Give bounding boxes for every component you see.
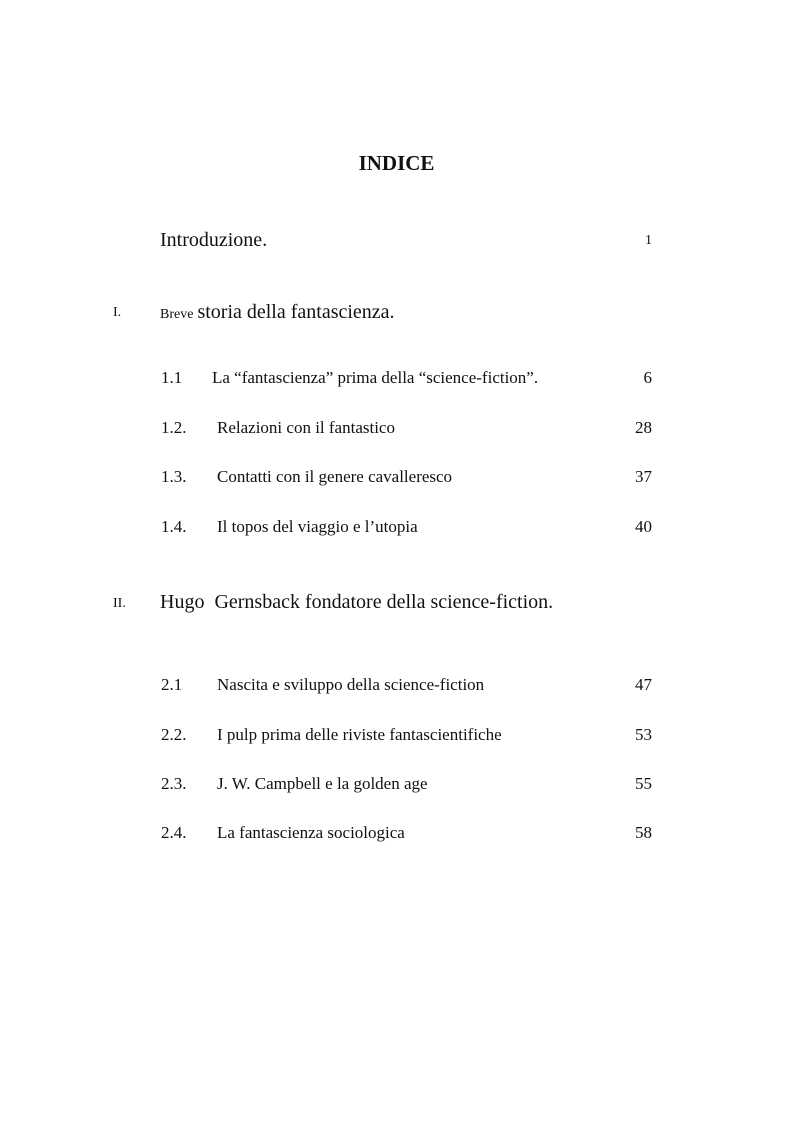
section-num: 1.2. <box>161 418 187 437</box>
section-page: 37 <box>635 467 652 486</box>
section-title: J. W. Campbell e la golden age <box>217 774 428 793</box>
section-num: 2.1 <box>161 675 183 694</box>
section-page: 53 <box>635 725 652 744</box>
section-title: Nascita e sviluppo della science-fiction <box>217 675 485 694</box>
intro-page: 1 <box>645 233 652 248</box>
intro-label: Introduzione. <box>160 229 268 251</box>
section-num: 2.4. <box>161 823 187 842</box>
chapter-1-numeral: I. <box>113 305 122 320</box>
chapter-1-title-prefix: Breve <box>160 307 194 322</box>
section-page: 28 <box>635 418 652 437</box>
section-page: 58 <box>635 823 652 842</box>
section-title: La fantascienza sociologica <box>217 823 405 842</box>
section-page: 6 <box>643 368 652 387</box>
section-page: 40 <box>635 517 652 536</box>
chapter-1-title <box>160 302 395 322</box>
section-title: Relazioni con il fantastico <box>217 418 395 437</box>
section-num: 1.1 <box>161 368 183 387</box>
chapter-2-numeral: II. <box>113 596 126 611</box>
section-num: 2.3. <box>161 774 187 793</box>
chapter-2-title: Hugo Gernsback fondatore della science-fiction. <box>160 591 554 613</box>
chapter-1-title-rest: storia della fantascienza. <box>197 301 395 323</box>
section-page: 55 <box>635 774 652 793</box>
section-title: Contatti con il genere cavalleresco <box>217 467 453 486</box>
section-title: I pulp prima delle riviste fantascientifiche <box>217 725 502 744</box>
page-title: INDICE <box>358 151 435 175</box>
section-page: 47 <box>635 675 652 694</box>
section-num: 1.4. <box>161 517 187 536</box>
section-title: La “fantascienza” prima della “science-fiction”. <box>212 368 539 387</box>
section-title: Il topos del viaggio e l’utopia <box>217 517 418 536</box>
section-num: 1.3. <box>161 467 187 486</box>
section-num: 2.2. <box>161 725 187 744</box>
